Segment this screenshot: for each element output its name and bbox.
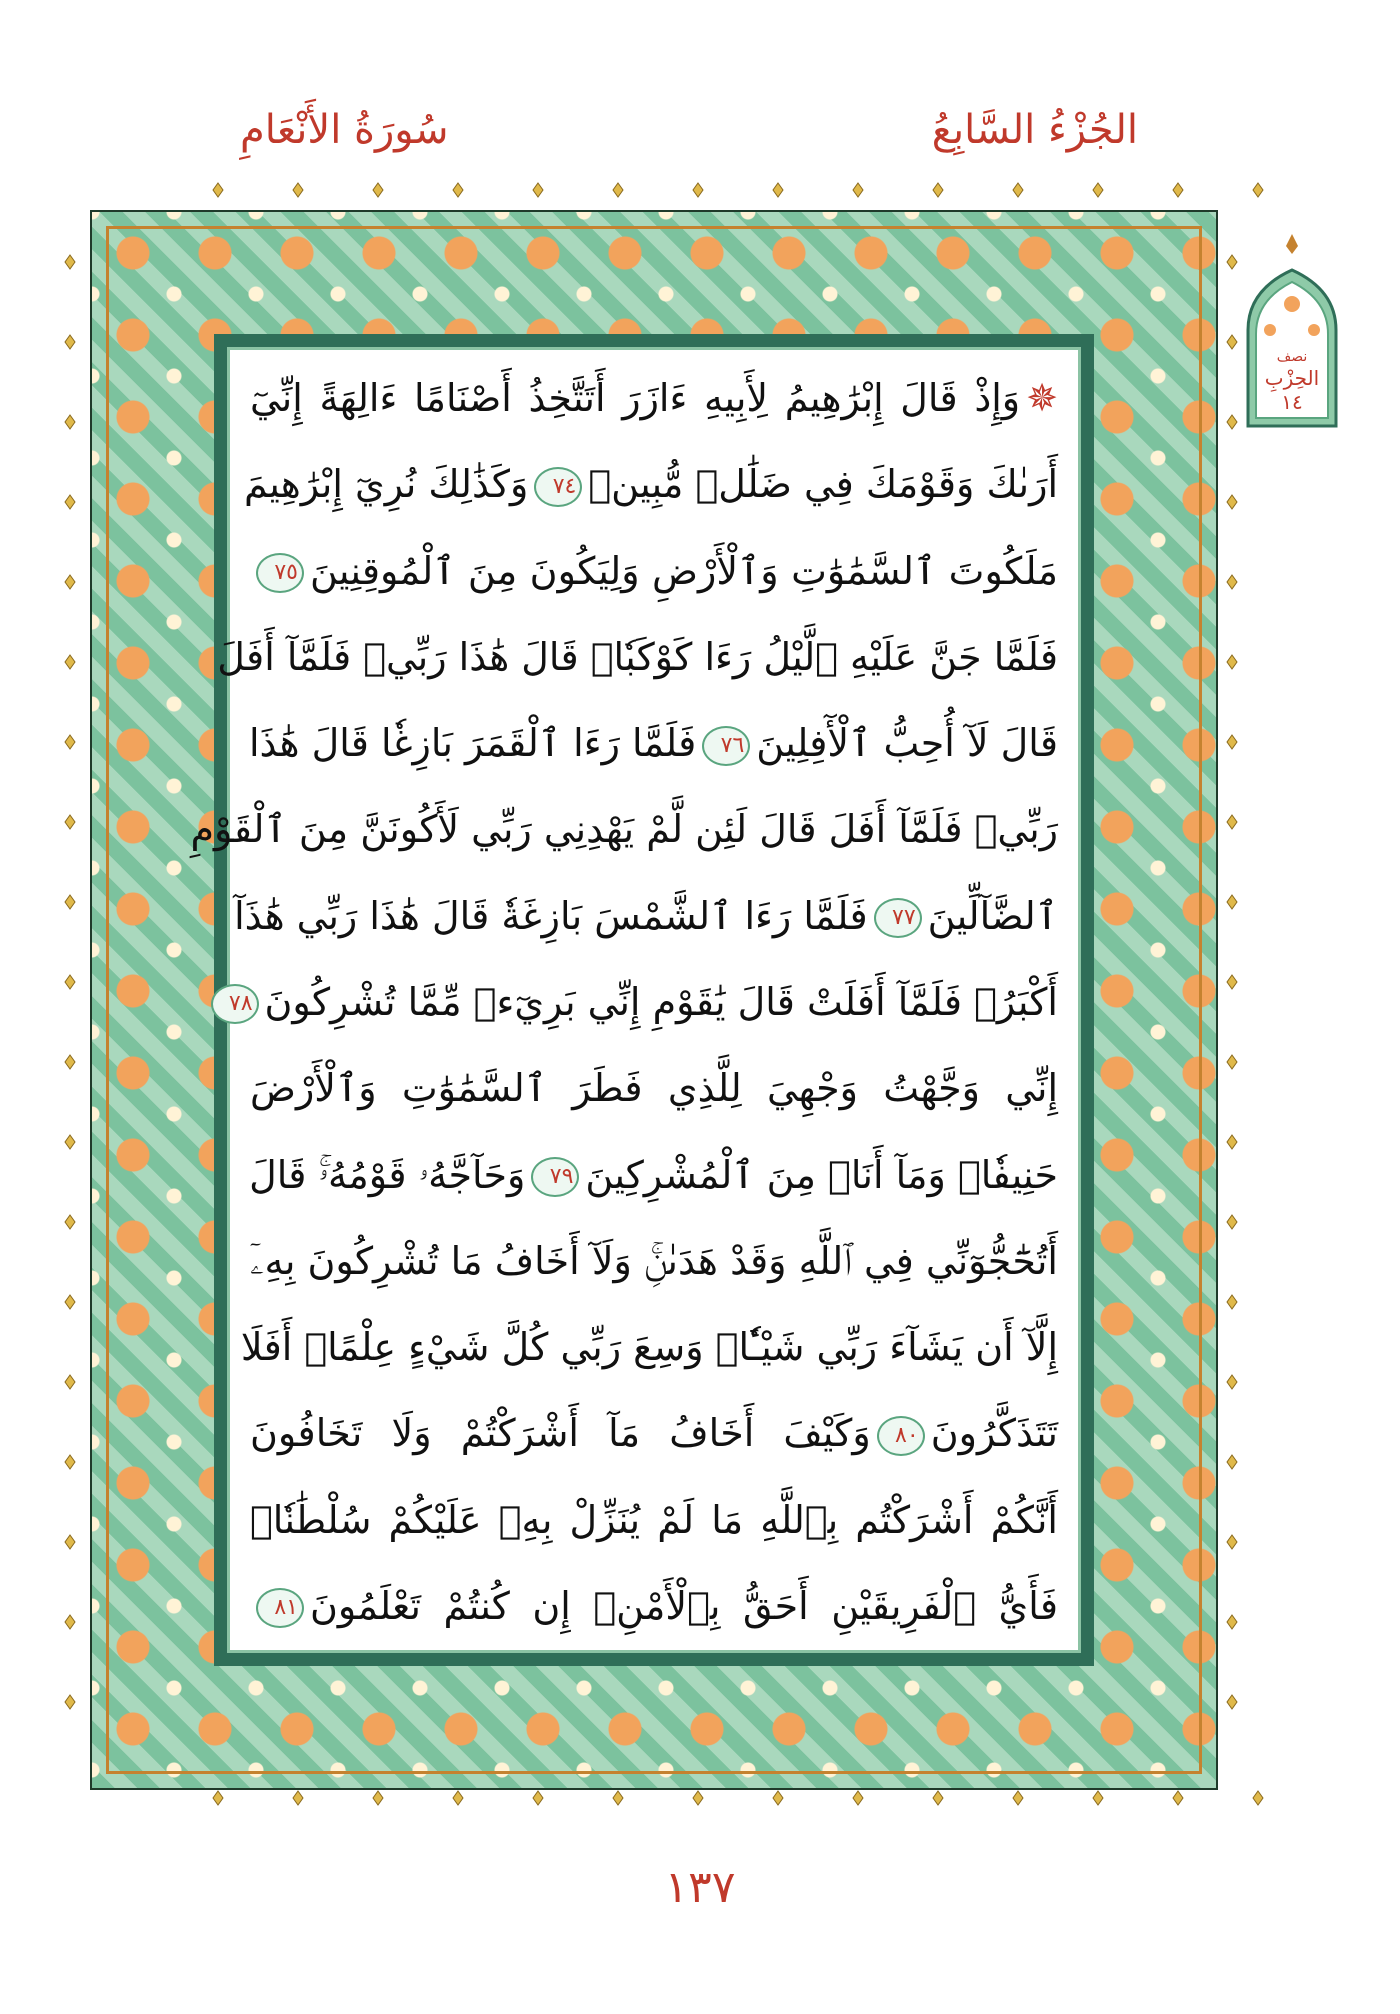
ornament-icon: [1171, 1791, 1185, 1805]
ornament-icon: [611, 183, 625, 197]
ornament-icon: [1225, 1455, 1239, 1469]
verse-line: [250, 366, 1058, 430]
ornament-icon: [63, 895, 77, 909]
verse-text: تَتَذَكَّرُونَ: [930, 1411, 1058, 1456]
page-number: ١٣٧: [664, 1862, 736, 1913]
ornament-icon: [63, 1295, 77, 1309]
verse-text: أَرَىٰكَ وَقَوْمَكَ فِي ضَلَٰلٖ مُّبِينٖ: [588, 462, 1058, 507]
ayah-number-marker: ٨٠: [877, 1416, 925, 1456]
verse-text: إِنِّي وَجَّهْتُ وَجْهِيَ لِلَّذِي فَطَرَ ٱلسَّمَٰوَٰتِ وَٱلْأَرْضَ: [250, 1066, 1058, 1111]
ayah-number-marker: ٧٧: [874, 898, 922, 938]
verse-text: فَأَيُّ ٱلْفَرِيقَيْنِ أَحَقُّ بِٱلْأَمْنِۖ إِن كُنتُمْ تَعْلَمُونَ: [310, 1583, 1058, 1628]
ornament-icon: [63, 1215, 77, 1229]
ornament-icon: [63, 575, 77, 589]
ornament-icon: [771, 183, 785, 197]
verse-text: وَإِذْ قَالَ إِبْرَٰهِيمُ لِأَبِيهِ ءَازَرَ أَتَتَّخِذُ أَصْنَامًا ءَالِهَةً إِنِّيٓ: [250, 376, 1021, 420]
verse-text: فَلَمَّا جَنَّ عَلَيْهِ ٱلَّيْلُ رَءَا كَوْكَبٗاۖ قَالَ هَٰذَا رَبِّيۖ فَلَمَّآ أَفَلَ: [217, 634, 1058, 679]
ornament-icon: [63, 1615, 77, 1629]
verse-text: أَتُحَٰٓجُّوٓنِّي فِي ٱللَّهِ وَقَدْ هَدَىٰنِۚ وَلَآ أَخَافُ مَا تُشْرِكُونَ بِهِۦٓ: [250, 1238, 1058, 1283]
ornament-icon: [63, 655, 77, 669]
ornament-icon: [1091, 183, 1105, 197]
verse-text: قَالَ لَآ أُحِبُّ ٱلْأٓفِلِينَ: [756, 721, 1058, 766]
verse-line: [250, 1401, 1058, 1465]
ornament-icon: [1225, 1615, 1239, 1629]
ornament-icon: [63, 1455, 77, 1469]
ornament-icon: [851, 1791, 865, 1805]
ornament-icon: [371, 1791, 385, 1805]
verse-lines: [190, 366, 1058, 1638]
ornament-icon: [611, 1791, 625, 1805]
verse-line: [228, 970, 1058, 1034]
verse-line: [250, 1229, 1058, 1293]
ayah-number-marker: ٧٨: [211, 984, 259, 1024]
ornament-icon: [1251, 183, 1265, 197]
ornamental-frame: [90, 210, 1218, 1790]
ornament-icon: [1225, 975, 1239, 989]
verse-line: [250, 1143, 1058, 1207]
ornament-icon: [63, 255, 77, 269]
ornament-icon: [211, 1791, 225, 1805]
ornament-icon: [691, 183, 705, 197]
verse-text: رَبِّيۖ فَلَمَّآ أَفَلَ قَالَ لَئِن لَّمْ يَهْدِنِي رَبِّي لَأَكُونَنَّ مِنَ ٱلْقَوْمِ: [190, 807, 1058, 852]
ornament-icon: [1171, 183, 1185, 197]
verse-text: أَكْبَرُۖ فَلَمَّآ أَفَلَتْ قَالَ يَٰقَوْمِ إِنِّي بَرِيٓءٞ مِّمَّا تُشْرِكُونَ: [264, 979, 1058, 1024]
verse-line: [234, 884, 1058, 948]
ornament-icon: [63, 1695, 77, 1709]
ornament-icon: [531, 1791, 545, 1805]
ornament-icon: [63, 1135, 77, 1149]
ornament-icon: [1225, 1135, 1239, 1149]
ornament-icon: [1225, 1375, 1239, 1389]
ornament-icon: [63, 1055, 77, 1069]
ornament-icon: [1225, 895, 1239, 909]
ornament-icon: [1225, 1695, 1239, 1709]
ornament-icon: [1225, 415, 1239, 429]
ornament-icon: [451, 183, 465, 197]
ornament-icon: [931, 1791, 945, 1805]
ornament-icon: [63, 1535, 77, 1549]
ornament-icon: [1251, 1791, 1265, 1805]
ornament-icon: [1091, 1791, 1105, 1805]
verse-line: [250, 1056, 1058, 1120]
ornament-icon: [291, 183, 305, 197]
ornament-icon: [1225, 1215, 1239, 1229]
verse-text: فَلَمَّا رَءَا ٱلْقَمَرَ بَازِغٗا قَالَ هَٰذَا: [248, 721, 697, 766]
ornament-icon: [1225, 255, 1239, 269]
hizb-label-word: الحِزْبِ: [1264, 366, 1320, 390]
ornament-icon: [63, 495, 77, 509]
hizb-label-half: نصف: [1276, 349, 1308, 365]
ayah-number-marker: ٧٩: [531, 1157, 579, 1197]
ornament-icon: [291, 1791, 305, 1805]
ornament-icon: [63, 1375, 77, 1389]
verse-line: [240, 1315, 1058, 1379]
verse-text: وَحَآجَّهُۥ قَوْمُهُۥۚ قَالَ: [249, 1152, 526, 1197]
ornament-icon: [371, 183, 385, 197]
ornament-icon: [1225, 735, 1239, 749]
verse-text: ٱلضَّآلِّينَ: [927, 893, 1058, 938]
ornament-icon: [691, 1791, 705, 1805]
ornament-icon: [1011, 1791, 1025, 1805]
ayah-number-marker: ٨١: [256, 1588, 304, 1628]
verse-text: حَنِيفٗاۖ وَمَآ أَنَا۠ مِنَ ٱلْمُشْرِكِينَ: [585, 1152, 1058, 1197]
ornament-icon: [63, 735, 77, 749]
ornament-icon: [1225, 655, 1239, 669]
verse-line: [244, 452, 1058, 516]
ornament-icon: [63, 335, 77, 349]
ayah-number-marker: ٧٥: [256, 553, 304, 593]
ornament-icon: [1225, 335, 1239, 349]
verse-text: وَكَذَٰلِكَ نُرِيٓ إِبْرَٰهِيمَ: [244, 462, 529, 507]
hizb-label: [1250, 348, 1334, 414]
ornament-icon: [1225, 1055, 1239, 1069]
verse-line: [250, 1488, 1058, 1552]
verse-line: [250, 1574, 1058, 1638]
ornament-icon: [1225, 815, 1239, 829]
ornament-icon: [531, 183, 545, 197]
juz-title: الجُزْءُ السَّابِعُ: [931, 107, 1138, 153]
verse-text: مَلَكُوتَ ٱلسَّمَٰوَٰتِ وَٱلْأَرْضِ وَلِيَكُونَ مِنَ ٱلْمُوقِنِينَ: [310, 548, 1058, 593]
hizb-star-icon: ✵: [1026, 376, 1058, 420]
ornament-icon: [1011, 183, 1025, 197]
ornament-icon: [63, 415, 77, 429]
ornament-icon: [771, 1791, 785, 1805]
ornament-icon: [211, 183, 225, 197]
ornament-icon: [1225, 575, 1239, 589]
ornament-icon: [1225, 1535, 1239, 1549]
ornament-icon: [63, 815, 77, 829]
ornament-icon: [1225, 495, 1239, 509]
verse-line: [250, 711, 1058, 775]
verse-text: إِلَّآ أَن يَشَآءَ رَبِّي شَيْـٔٗاۚ وَسِعَ رَبِّي كُلَّ شَيْءٍ عِلْمًاۚ أَفَلَا: [240, 1325, 1058, 1370]
verse-line: [190, 797, 1058, 861]
hizb-label-number: ١٤: [1281, 390, 1303, 414]
ayah-number-marker: ٧٦: [702, 726, 750, 766]
surah-title: سُورَةُ الأَنْعَامِ: [240, 107, 449, 153]
verse-text: أَنَّكُمْ أَشْرَكْتُم بِٱللَّهِ مَا لَمْ يُنَزِّلْ بِهِۦ عَلَيْكُمْ سُلْطَٰنٗاۚ: [250, 1497, 1058, 1542]
verse-line: [250, 539, 1058, 603]
ornament-icon: [1225, 1295, 1239, 1309]
verse-line: [217, 625, 1058, 689]
ornament-icon: [931, 183, 945, 197]
ornament-icon: [451, 1791, 465, 1805]
ornament-icon: [851, 183, 865, 197]
text-panel: [190, 347, 1081, 1653]
frame-inner-border: [190, 334, 1094, 1666]
verse-text: وَكَيْفَ أَخَافُ مَآ أَشْرَكْتُمْ وَلَا تَخَافُونَ: [250, 1411, 871, 1456]
ornament-icon: [63, 975, 77, 989]
verse-text: فَلَمَّا رَءَا ٱلشَّمْسَ بَازِغَةٗ قَالَ هَٰذَا رَبِّي هَٰذَآ: [234, 893, 868, 938]
ayah-number-marker: ٧٤: [534, 467, 582, 507]
